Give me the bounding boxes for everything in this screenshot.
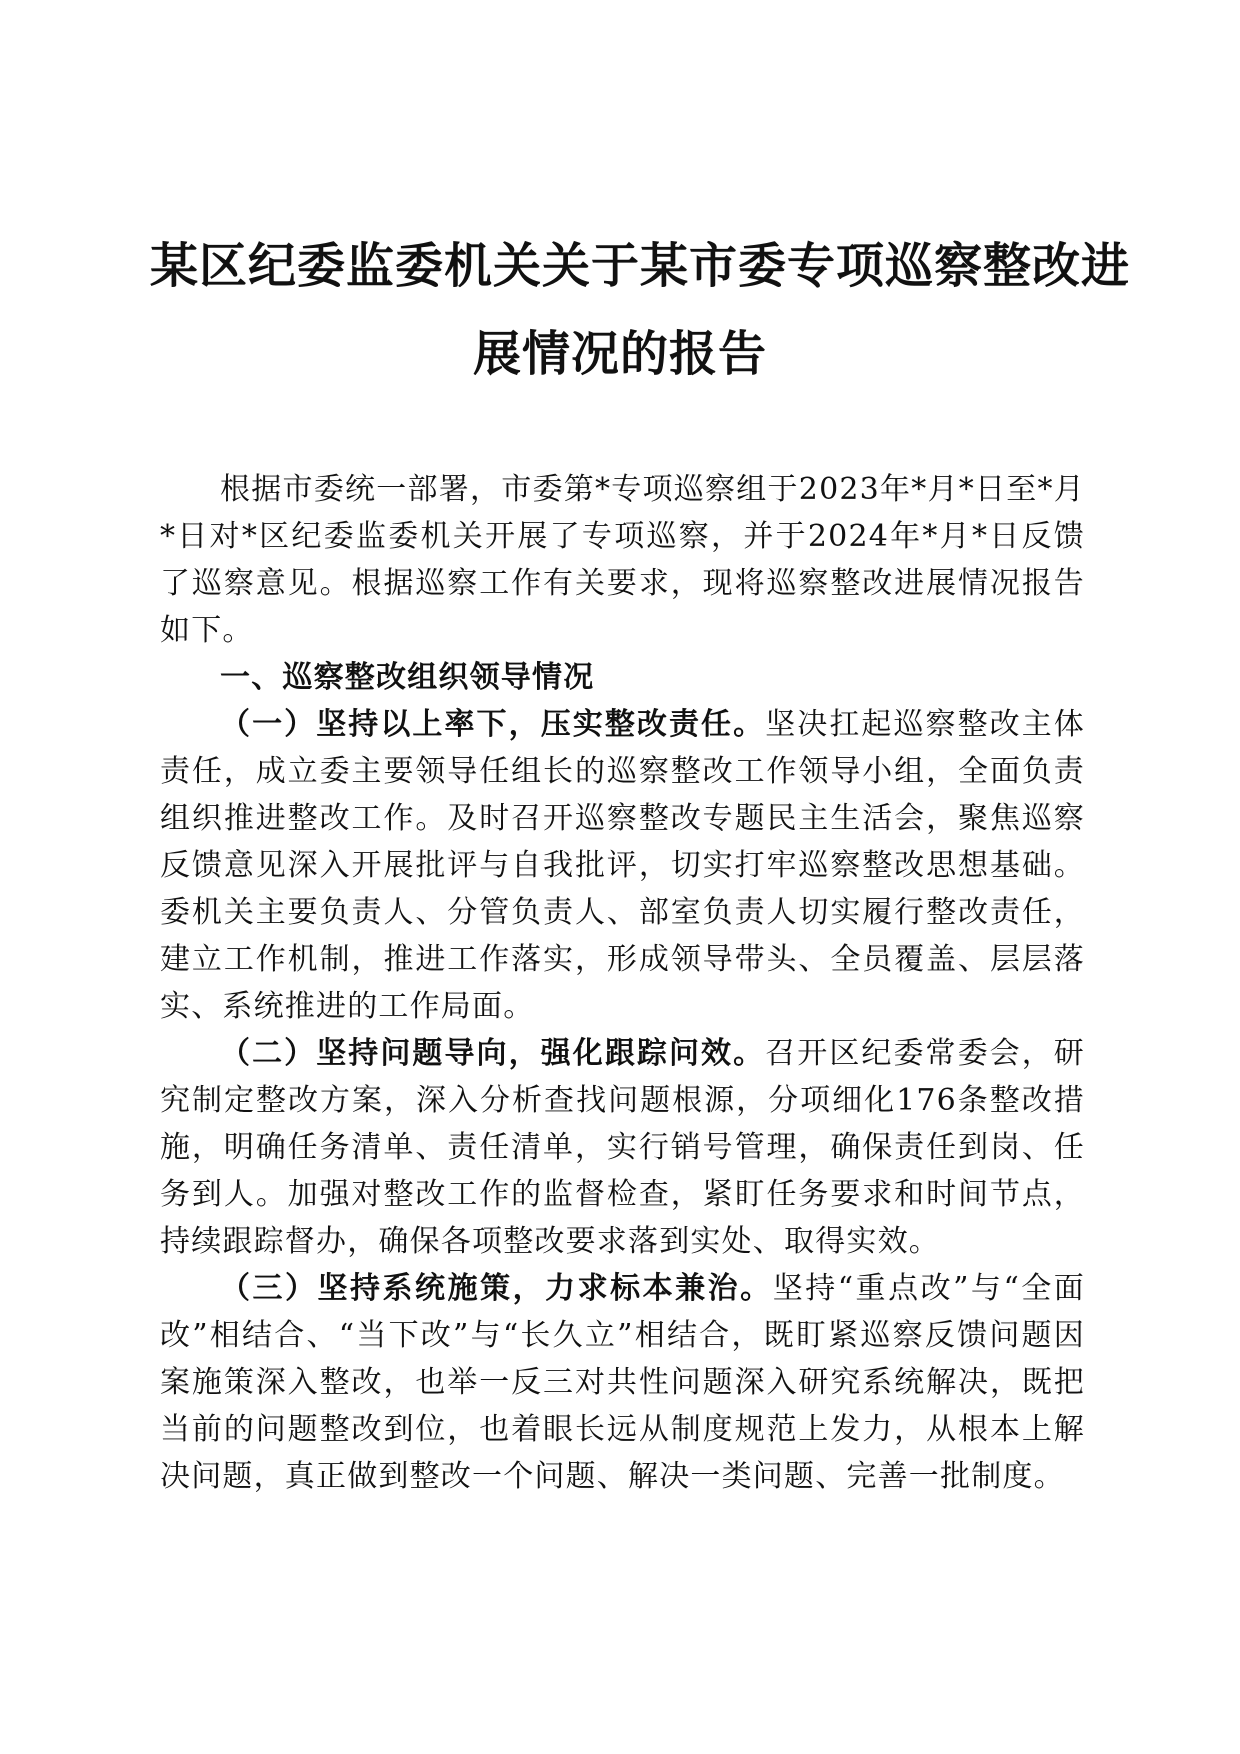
item-1-text: 坚决扛起巡察整改主体责任，成立委主要领导任组长的巡察整改工作领导小组，全面负责组织推进整改工作。及时召开巡察整改专题民主生活会，聚焦巡察反馈意见深入开展批评与自我批评，切实打牢巡察整改思想基础。委机关主要负责人、分管负责人、部室负责人切实履行整改责任，建立工作机制，推进工作落实，形成领导带头、全员覆盖、层层落实、系统推进的工作局面。: [160, 707, 1086, 1024]
item-1-paragraph: [160, 701, 1085, 1030]
item-2-text: 召开区纪委常委会，研究制定整改方案，深入分析查找问题根源，分项细化176条整改措施，明确任务清单、责任清单，实行销号管理，确保责任到岗、任务到人。加强对整改工作的监督检查，紧盯任务要求和时间节点，持续跟踪督办，确保各项整改要求落到实处、取得实效。: [160, 1036, 1086, 1259]
item-3-text: 坚持“重点改”与“全面改”相结合、“当下改”与“长久立”相结合，既盯紧巡察反馈问题因案施策深入整改，也举一反三对共性问题深入研究系统解决，既把当前的问题整改到位，也着眼长远从制度规范上发力，从根本上解决问题，真正做到整改一个问题、解决一类问题、完善一批制度。: [160, 1271, 1085, 1494]
item-2-paragraph: [160, 1030, 1085, 1265]
section-heading-1: 一、巡察整改组织领导情况: [220, 660, 595, 695]
title-line-2: 展情况的报告: [472, 326, 767, 382]
title-line-1: 某区纪委监委机关关于某市委专项巡察整改进: [150, 238, 1131, 294]
document-title: [150, 222, 1131, 398]
intro-paragraph: 根据市委统一部署，市委第*专项巡察组于2023年*月*日至*月*日对*区纪委监委机关开展了专项巡察，并于2024年*月*日反馈了巡察意见。根据巡察工作有关要求，现将巡察整改进展情况报告如下。: [160, 472, 1085, 648]
item-3-paragraph: [160, 1265, 1085, 1500]
item-2-lead: （二）坚持问题导向，强化跟踪问效。: [220, 1036, 766, 1071]
document-body: [160, 466, 1085, 1500]
item-3-lead: （三）坚持系统施策，力求标本兼治。: [220, 1271, 773, 1306]
item-1-lead: （一）坚持以上率下，压实整改责任。: [220, 707, 766, 742]
